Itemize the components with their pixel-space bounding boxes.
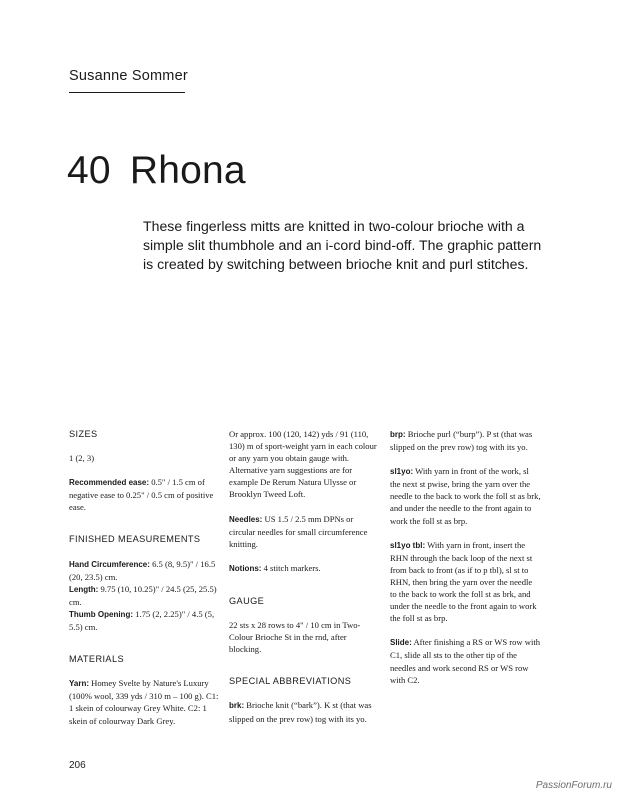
yarn-paragraph [69,677,219,726]
sizes-values: 1 (2, 3) [69,453,95,464]
ease-text: 0.5" / 1.5 cm of negative ease to 0.25" / 0.5 cm of positive ease. [69,477,214,513]
length-label: Length: [69,584,99,594]
column-2 [229,428,380,737]
brp-label: brp: [390,430,406,439]
author-name: Susanne Sommer [69,68,188,84]
gauge-text: 22 sts x 28 rows to 4" / 10 cm in Two-Colour Brioche St in the rnd, after blocking. [229,620,361,655]
notions-paragraph [229,562,380,575]
yarn-text: Homey Svelte by Nature's Luxury (100% wool, 339 yds / 310 m – 100 g). C1: 1 skein of colourway Grey White. C2: 1 skein of colourway Dark Grey. [69,678,219,726]
sl1yo-paragraph [390,465,541,526]
brk-text: Brioche knit (“bark”). K st (that was slipped on the prev row) tog with its yo. [229,700,372,724]
length-text: 9.75 (10, 10.25)" / 24.5 (25, 25.5) cm. [69,583,217,607]
sl1yo-text: With yarn in front of the work, sl the next st pwise, bring the yarn over the needle to the back to work the foll st as brk, and under the needle to the front again to work the foll st as brp. [390,466,541,526]
page-number: 206 [69,760,86,771]
ease-label: Recommended ease: [69,478,150,488]
author-underline [69,92,185,93]
pattern-title [67,150,246,193]
thumb-text: 1.75 (2, 2.25)" / 4.5 (5, 5.5) cm. [69,608,215,633]
notions-text: 4 stitch markers. [263,562,321,573]
thumb-label: Thumb Opening: [69,609,133,619]
sizes-heading: SIZES [69,429,98,439]
needles-paragraph [229,513,380,550]
brp-text: Brioche purl (“burp”). P st (that was slipped on the prev row) tog with its yo. [390,429,533,453]
ease-paragraph [69,476,219,513]
hand-label: Hand Circumference: [69,559,150,569]
sl1yotbl-paragraph [390,539,541,625]
thumb-line [69,608,219,633]
pattern-name: Rhona [129,149,246,192]
finished-heading: FINISHED MEASUREMENTS [69,534,201,545]
watermark-text: PassionForum.ru [535,780,612,791]
column-3 [390,428,541,698]
brp-paragraph [390,428,541,453]
hand-line [69,558,219,583]
needles-text: US 1.5 / 2.5 mm DPNs or circular needles for small circumference knitting. [229,513,368,549]
pattern-number: 40 [67,149,111,192]
gauge-heading: GAUGE [229,595,265,606]
sl1yotbl-label: sl1yo tbl: [390,540,426,550]
hand-text: 6.5 (8, 9.5)" / 16.5 (20, 23.5) cm. [69,558,216,582]
sl1yotbl-text: With yarn in front, insert the RHN through the back loop of the next st from back to front (as if to p tbl), sl st to RHN, then bring the yarn over the needle to the back to work the foll st as brk, and under the needle to the front again to work the foll st as brp. [390,539,537,624]
intro-paragraph: These fingerless mitts are knitted in two-colour brioche with a simple slit thumbhole and an i-cord bind-off. The graphic pattern is created by switching between brioche knit and purl stitches. [143,218,542,272]
yarn-continued: Or approx. 100 (120, 142) yds / 91 (110, 130) m of sport-weight yarn in each colour or any yarn you obtain gauge with. Alternative yarn suggestions are for example De Rerum Natura Ulysse or Brooklyn Tweed Loft. [229,429,377,500]
column-1 [69,428,219,739]
abbreviations-heading: SPECIAL ABBREVIATIONS [229,676,352,687]
brk-label: brk: [229,701,245,711]
slide-text: After finishing a RS or WS row with C1, slide all sts to the other tip of the needles and work second RS or WS row with C2. [390,637,541,685]
yarn-label: Yarn: [69,679,90,689]
sl1yo-label: sl1yo: [390,467,414,477]
notions-label: Notions: [229,563,262,573]
slide-paragraph [390,636,541,685]
slide-label: Slide: [390,638,412,648]
length-line [69,583,219,608]
needles-label: Needles: [229,514,263,524]
materials-heading: MATERIALS [69,654,124,665]
brk-paragraph [229,699,380,724]
